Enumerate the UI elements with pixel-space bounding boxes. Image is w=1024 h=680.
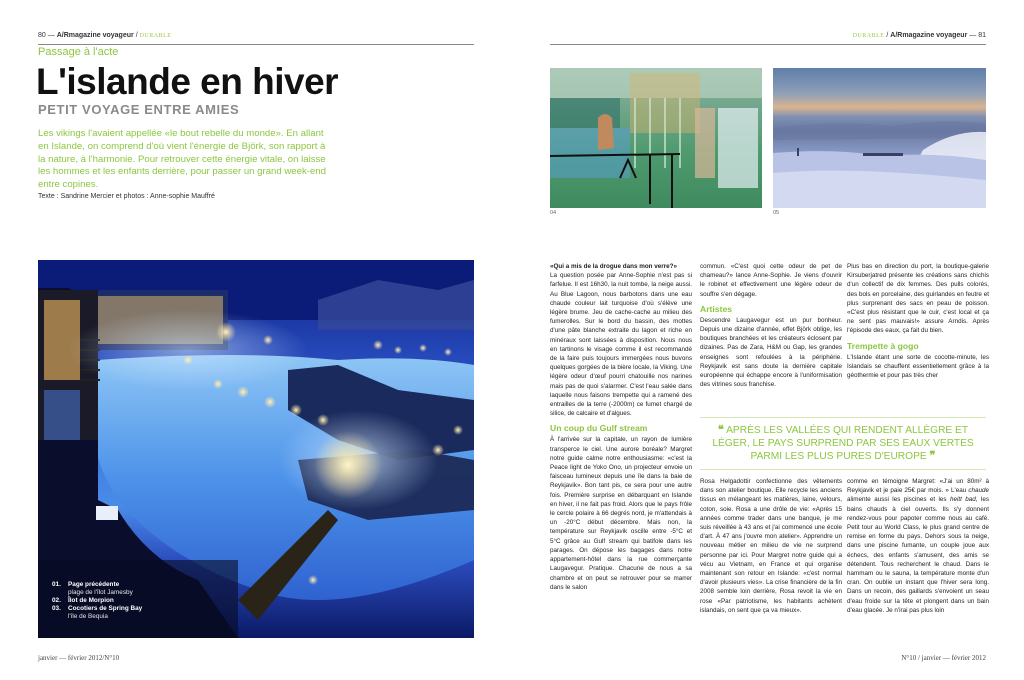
caption-sub: plage de l'îlot Jamesby (68, 589, 133, 596)
photo-captions (52, 581, 142, 621)
text-run: comme en témoigne Margret: «J'ai un 80m² à Reykjavik et je paie 25€ par mois. » L'eau (847, 478, 989, 495)
body-paragraph: Plus bas en direction du port, la boutique-galerie Kirsuberjatred présente les créations sans chichis d'un collectif de dix femmes. Des pulls colorés, des bols en porcelaine, des guirlandes en feutre et plus surprenant des sacs en peau de poisson. «C'est plus résistant que le cuir, c'est local et ça ne sent pas mauvais!» assure Arndis. Après l'épisode des eaux, ça fait du bien. (847, 263, 989, 335)
body-paragraph: Descendre Laugavegur est un pur bonheur. Depuis une dizaine d'année, effet Björk oblige, les boutiques branchées et les créateurs éclosent par dizaines. Pas de Zara, H&M ou Gap, les grandes enseignes sont refoulées à la périphérie. Reykjavik est sans doute la dernière capitale européenne qui échappe encore à l'uniformisation des vitrines sous franchise. (700, 316, 842, 389)
section-heading: Un coup du Gulf stream (550, 423, 648, 434)
article-column-3-continued (847, 477, 989, 615)
caption-item (52, 605, 142, 613)
pool-photo (550, 68, 762, 208)
close-quote-icon: ❞ (929, 450, 936, 463)
section-tag: DURABLE (139, 33, 172, 39)
header-rule (550, 44, 986, 45)
folio-separator: — (47, 32, 55, 39)
caption-number: 01. (52, 581, 61, 588)
caption-item (52, 597, 142, 605)
caption-title: Cocotiers de Spring Bay (68, 605, 143, 612)
text-run-italic: heitt bad (949, 496, 976, 504)
kicker: Passage à l'acte (38, 46, 119, 58)
body-paragraph: L'Islande étant une sorte de cocotte-minute, les Islandais se chauffent essentiellement grâce à la géothermie et pour pas très cher (847, 353, 989, 380)
article-subtitle: PETIT VOYAGE ENTRE AMIES (38, 102, 240, 117)
section-heading: Artistes (700, 303, 732, 314)
pull-quote (700, 417, 986, 470)
magazine-name: A/Rmagazine voyageur (890, 32, 968, 39)
article-credit: Texte : Sandrine Mercier et photos : Anne-sophie Mauffré (38, 193, 215, 200)
article-intro: Les vikings l'avaient appellée «le bout rebelle du monde». En allant en Islande, on comprend d'où vient l'énergie de Björk, son rapport à la nature, à l'harmonie. Pour retrouver cette énergie vitale, on laisse les hommes et les enfants derrière, pour passer un grand week-end entre copines. (38, 128, 326, 191)
caption-item (52, 581, 142, 589)
body-paragraph: commun. «C'est quoi cette odeur de pet de chameau?» lance Anne-Sophie. Je viens d'ouvrir le robinet et effectivement une légère odeur de souffre s'en dégage. (700, 263, 842, 298)
pull-quote-text: APRÈS LES VALLÉES QUI RENDENT ALLÈGRE ET LÉGER, LE PAYS SURPREND PAR SES EAUX VERTES PARMI LES PLUS PURES D'EUROPE (712, 425, 974, 463)
article-column-2 (700, 262, 842, 389)
blue-lagoon-photo (38, 260, 474, 638)
caption-title: Îlot de Morpion (68, 597, 114, 604)
text-run-italic: chaude (968, 487, 989, 495)
body-paragraph: À l'arrivée sur la capitale, un rayon de lumière transperce le ciel. Une aurore boréale? Margret notre guide calme notre enthousiasme: «c'est la Peace light de Yoko Ono, un projecteur envoie un faisceau lumineux depuis une île dans la baie de Reykjavik». Bon tant pis, ce sera pour une autre fois. Première surprise en débarquant en Islande en hiver, il ne fait pas froid. Alors que le pays frôle le cercle polaire à 66 degrés nord, je m'attendais à un -20°C début décembre. Mais non, la température sur Reykjavik oscille entre -5°C et 5°C grâce au Gulf stream qui batifole dans les parages. On dépose les bagages dans notre appartement-hôtel dans la rue commerçante Laugavegur. Pratique. Chacune de nous a sa chambre et on peut se retrouver pour se marrer dans le salon (550, 436, 692, 591)
header-rule (38, 44, 474, 45)
folio-slash: / (886, 32, 889, 39)
footer-right: N°10 / janvier — février 2012 (901, 654, 986, 662)
lead-question: «Qui a mis de la drogue dans mon verre?» (550, 263, 678, 270)
caption-number: 02. (52, 597, 61, 604)
photo-number: 04 (550, 210, 557, 216)
article-column-1 (550, 262, 692, 592)
magazine-name: A/Rmagazine voyageur (56, 32, 134, 39)
footer-left: janvier — février 2012/N°10 (38, 654, 120, 662)
article-column-2-continued (700, 477, 842, 615)
folio-slash: / (135, 32, 138, 39)
body-paragraph: La question posée par Anne-Sophie n'est pas si farfelue. Il est 16h30, la nuit tombe, la neige aussi. Au Blue Lagoon, nous barbotons dans une eau chaude couleur lait turquoise d'où s'élève une légère brume. Jeu de cache-cache au milieu des fumerolles. Sur le bord du bassin, des mottes d'une pâte blanche extraite du lagon et riche en minéraux sont laissées à disposition. Nous nous en tartinons le visage comme il est recommandé de la faire puis toujours immergées nous buvons quelques gorgées de la bière locale, la Viking. Une légère odeur d'œuf pourri chatouille nos narines mais pas de quoi s'alarmer. C'est l'eau salée dans laquelle nous faisons trempette qui a ramené des entrailles de la terre (-2000m) ce fumet chargé de silice, de calcaire et d'algues. (550, 272, 692, 418)
page-number: 80 (38, 32, 46, 39)
pool-illustration (550, 68, 762, 208)
open-quote-icon: ❝ (717, 424, 724, 436)
body-paragraph (847, 477, 989, 615)
folio-separator: — (969, 32, 977, 39)
folio-right (853, 32, 986, 39)
folio-left (38, 32, 171, 39)
caption-sub: l'île de Bequia (68, 613, 108, 620)
winter-landscape-photo (773, 68, 986, 208)
landscape-illustration (773, 68, 986, 208)
section-heading: Trempette à gogo (847, 340, 919, 351)
photo-number: 05 (773, 210, 780, 216)
section-tag: DURABLE (852, 33, 885, 39)
text-run: , les bains chauds à ciel ouverts. Ils s'y donnent rendez-vous pour papoter comme nous au café. Petit tour au World Class, le plus grand centre de remise en forme du pays. Dehors sous la neige, dans une piscine fumante, un couple joue aux échecs, des enfants s'amusent, des amis se détendent. Tous recherchent le chaud. Dans le hammam ou le sauna, la température monte d'un cran. On oublie un instant que l'hiver sera long. Dans un recoin, des gaillards s'envoient un seau d'eau froide sur la tête et plongent dans un bain d'eau glacée. Je n'irai pas plus loin (847, 496, 989, 614)
text-run: alimente aussi les piscines et les (847, 496, 950, 504)
page-number: 81 (978, 32, 986, 39)
caption-title: Page précédente (68, 581, 120, 588)
article-title: L'islande en hiver (36, 61, 339, 102)
article-column-3 (847, 262, 989, 380)
caption-number: 03. (52, 605, 61, 612)
body-paragraph: Rosa Helgadottir confectionne des vêtements dans son atelier boutique. Elle recycle les anciens tissus en mélangeant les matières, laine, velours, coton, soie. Rosa a une drôle de vie: «Après 15 années comme trader dans une banque, je me suis réveillée à 43 ans et j'ai commencé une école d'art. À 47 ans j'ouvre mon atelier». Apprendre un nouveau métier en milieu de vie ne surprend personne par ici. Pour Margret notre guide qui a vécu au Vietnam, en France et qui organise maintenant son retour en Islande: «c'est normal d'avoir plusieurs vies». La crise financière de la fin 2008 semble loin derrière, Rosa revoit la vie en rose «Par patriotisme, les habitants achètent islandais, on sent que ça va mieux». (700, 478, 842, 614)
